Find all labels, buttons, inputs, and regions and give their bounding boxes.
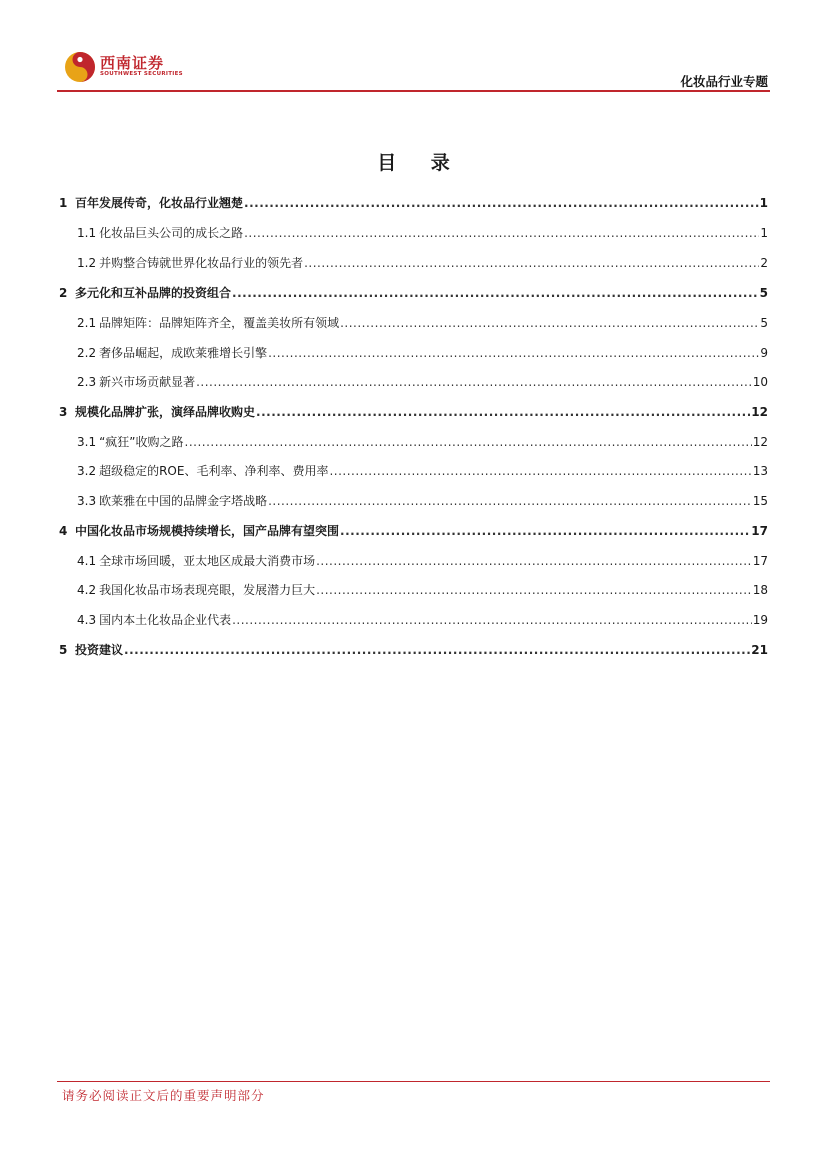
toc-entry-page-number: 19	[752, 613, 768, 627]
toc-dot-leader	[232, 284, 759, 302]
footer-disclaimer: 请务必阅读正文后的重要声明部分	[62, 1088, 265, 1103]
toc-entry-title: 国内本土化妆品企业代表	[99, 613, 232, 627]
toc-section-entry[interactable]	[59, 581, 768, 599]
toc-entry-page-number: 1	[759, 196, 768, 210]
toc-entry-title: 多元化和互补品牌的投资组合	[75, 286, 232, 300]
toc-dot-leader	[244, 224, 759, 242]
toc-dot-leader	[329, 462, 751, 480]
toc-entry-title: 全球市场回暖，亚太地区成最大消费市场	[99, 554, 316, 568]
toc-entry-title: 化妆品巨头公司的成长之路	[99, 226, 244, 240]
toc-section-entry[interactable]	[59, 462, 768, 480]
toc-entry-number: 3.2	[77, 464, 97, 478]
toc-section-entry[interactable]	[59, 224, 768, 242]
toc-section-entry[interactable]	[59, 433, 768, 451]
toc-entry-title: 百年发展传奇，化妆品行业翘楚	[75, 196, 244, 210]
toc-entry-page-number: 12	[751, 405, 768, 419]
toc-entry-page-number: 5	[760, 316, 768, 330]
toc-entry-page-number: 2	[760, 256, 768, 270]
toc-section-entry[interactable]	[59, 254, 768, 272]
toc-entry-number: 2	[59, 286, 68, 300]
toc-dot-leader	[316, 552, 752, 570]
toc-dot-leader	[340, 314, 759, 332]
toc-entry-title: 超级稳定的ROE、毛利率、净利率、费用率	[99, 464, 329, 478]
toc-section-entry[interactable]	[59, 373, 768, 391]
toc-entry-number: 1	[59, 196, 68, 210]
toc-dot-leader	[185, 433, 752, 451]
toc-section-entry[interactable]	[59, 611, 768, 629]
toc-entry-page-number: 17	[751, 524, 768, 538]
toc-entry-number: 2.2	[77, 346, 97, 360]
header-divider	[57, 90, 770, 92]
toc-entry-title: 投资建议	[75, 643, 124, 657]
toc-entry-number: 1.2	[77, 256, 97, 270]
toc-entry-page-number: 18	[752, 583, 768, 597]
toc-chapter-entry[interactable]	[59, 522, 768, 540]
toc-dot-leader	[196, 373, 752, 391]
toc-dot-leader	[244, 194, 759, 212]
toc-entry-number: 1.1	[77, 226, 97, 240]
toc-heading: 目 录	[377, 152, 464, 174]
toc-section-entry[interactable]	[59, 492, 768, 510]
report-type-title: 化妆品行业专题	[680, 74, 768, 89]
toc-entry-number: 4.1	[77, 554, 97, 568]
toc-entry-page-number: 10	[752, 375, 768, 389]
logo-chinese-name: 西南证券	[100, 54, 165, 72]
toc-entry-title: 我国化妆品市场表现亮眼，发展潜力巨大	[99, 583, 316, 597]
toc-entry-title: 新兴市场贡献显著	[99, 375, 196, 389]
southwest-securities-logo-icon	[64, 51, 96, 83]
toc-section-entry[interactable]	[59, 314, 768, 332]
toc-entry-page-number: 17	[752, 554, 768, 568]
toc-entry-title: 规模化品牌扩张，演绎品牌收购史	[75, 405, 256, 419]
toc-entry-page-number: 13	[752, 464, 768, 478]
toc-dot-leader	[340, 522, 750, 540]
toc-entry-number: 4.3	[77, 613, 97, 627]
toc-section-entry[interactable]	[59, 552, 768, 570]
company-logo	[60, 49, 183, 85]
toc-dot-leader	[124, 641, 750, 659]
toc-entry-page-number: 12	[752, 435, 768, 449]
toc-dot-leader	[268, 492, 752, 510]
toc-entry-number: 4.2	[77, 583, 97, 597]
toc-dot-leader	[268, 344, 759, 362]
toc-entry-number: 3.3	[77, 494, 97, 508]
toc-entry-number: 5	[59, 643, 68, 657]
toc-chapter-entry[interactable]	[59, 284, 768, 302]
toc-entry-title: 中国化妆品市场规模持续增长，国产品牌有望突围	[75, 524, 340, 538]
toc-dot-leader	[304, 254, 759, 272]
toc-entry-number: 2.1	[77, 316, 97, 330]
toc-entry-number: 3	[59, 405, 68, 419]
footer-divider	[57, 1081, 770, 1082]
toc-chapter-entry[interactable]	[59, 403, 768, 421]
toc-chapter-entry[interactable]	[59, 641, 768, 659]
toc-entry-page-number: 15	[752, 494, 768, 508]
toc-entry-page-number: 5	[759, 286, 768, 300]
toc-entry-title: “疯狂”收购之路	[99, 435, 184, 449]
toc-entry-number: 4	[59, 524, 68, 538]
toc-dot-leader	[232, 611, 752, 629]
toc-entry-page-number: 1	[760, 226, 768, 240]
toc-entry-page-number: 9	[760, 346, 768, 360]
toc-section-entry[interactable]	[59, 344, 768, 362]
toc-entry-title: 奢侈品崛起，成欧莱雅增长引擎	[99, 346, 268, 360]
toc-entry-number: 3.1	[77, 435, 97, 449]
toc-entry-title: 并购整合铸就世界化妆品行业的领先者	[99, 256, 304, 270]
toc-dot-leader	[256, 403, 750, 421]
toc-entry-page-number: 21	[751, 643, 768, 657]
toc-entry-title: 欧莱雅在中国的品牌金字塔战略	[99, 494, 268, 508]
toc-chapter-entry[interactable]	[59, 194, 768, 212]
toc-dot-leader	[316, 581, 752, 599]
logo-english-name: SOUTHWEST SECURITIES	[100, 71, 183, 77]
toc-entry-number: 2.3	[77, 375, 97, 389]
toc-entry-title: 品牌矩阵：品牌矩阵齐全，覆盖美妆所有领域	[99, 316, 340, 330]
